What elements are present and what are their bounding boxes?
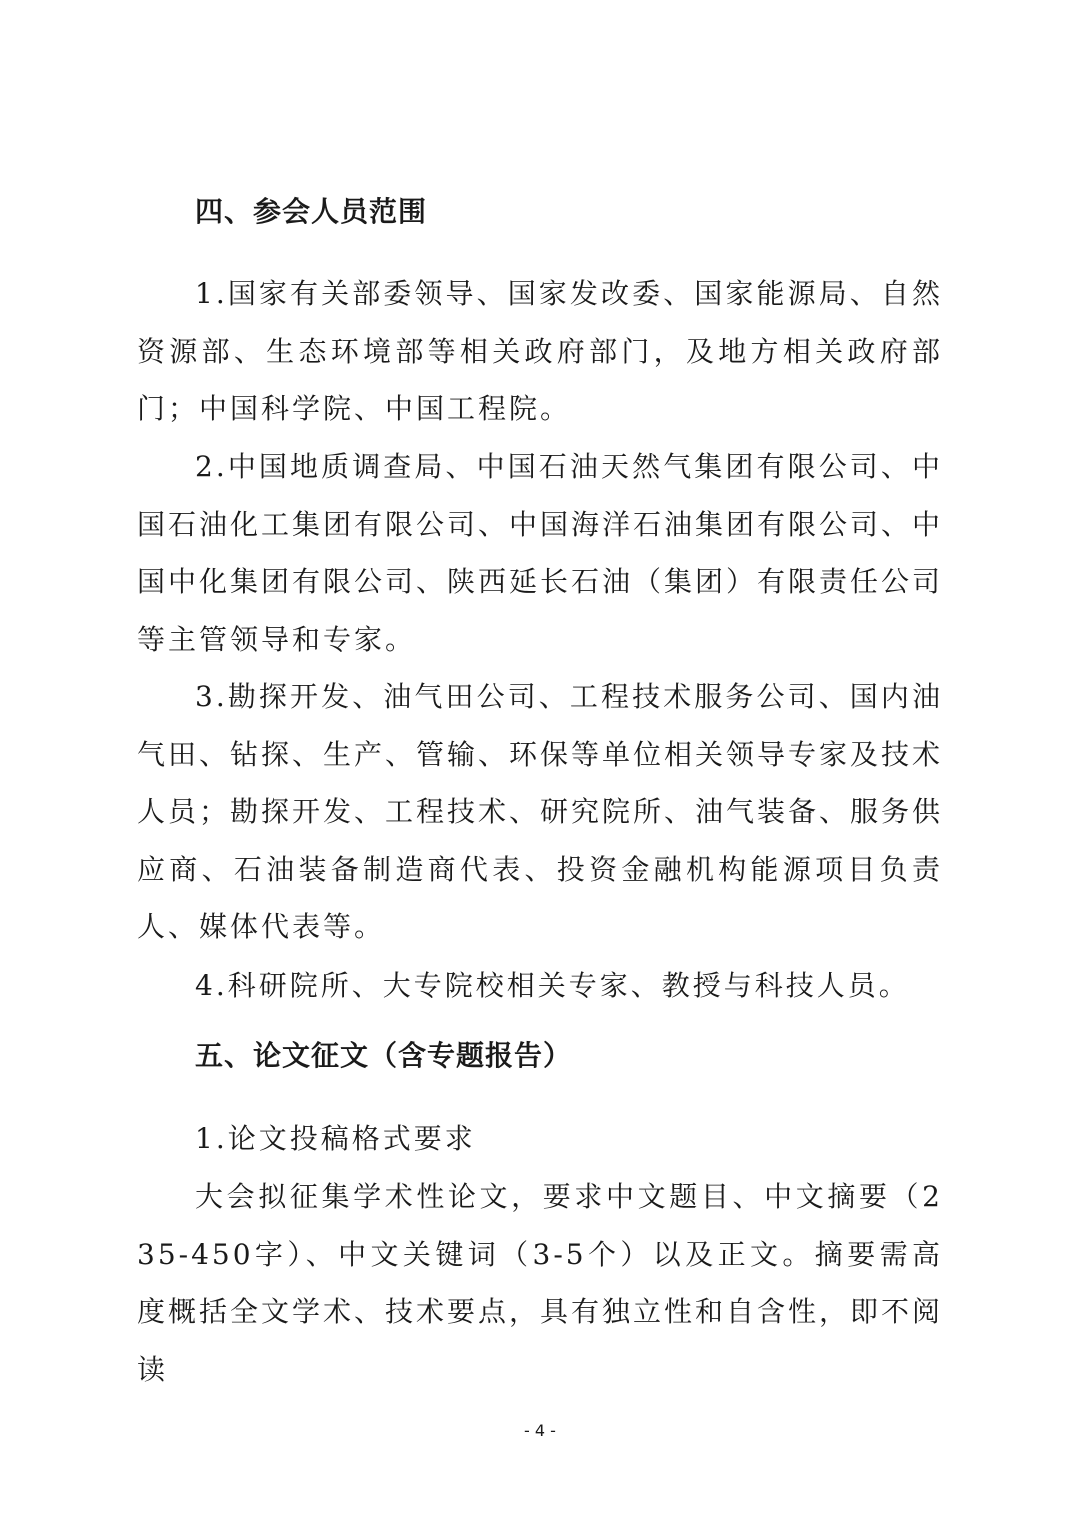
section-5-subheading: 1.论文投稿格式要求 <box>195 1122 476 1155</box>
section-5-body: 大会拟征集学术性论文，要求中文题目、中文摘要（235-450字）、中文关键词（3-5个）以及正文。摘要需高度概括全文学术、技术要点，具有独立性和自含性，即不阅读 <box>137 1180 944 1386</box>
section-4-item-4: 4.科研院所、大专院校相关专家、教授与科技人员。 <box>195 969 910 1002</box>
page-number: - 4 - <box>524 1421 556 1440</box>
section-5-heading: 五、论文征文（含专题报告） <box>195 1039 573 1072</box>
section-4-item-2: 2.中国地质调查局、中国石油天然气集团有限公司、中国石油化工集团有限公司、中国海洋石油集团有限公司、中国中化集团有限公司、陕西延长石油（集团）有限责任公司等主管领导和专家。 <box>137 450 944 656</box>
section-4-heading: 四、参会人员范围 <box>195 195 428 228</box>
section-4-item-1: 1.国家有关部委领导、国家发改委、国家能源局、自然资源部、生态环境部等相关政府部门，及地方相关政府部门；中国科学院、中国工程院。 <box>137 277 943 425</box>
section-4-item-3: 3.勘探开发、油气田公司、工程技术服务公司、国内油气田、钻探、生产、管输、环保等单位相关领导专家及技术人员；勘探开发、工程技术、研究院所、油气装备、服务供应商、石油装备制造商代表、投资金融机构能源项目负责人、媒体代表等。 <box>137 680 944 943</box>
